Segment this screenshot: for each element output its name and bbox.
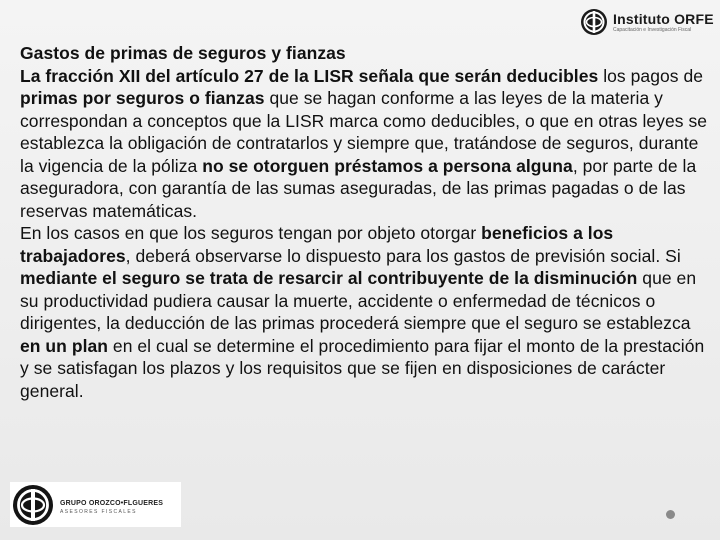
slide-body <box>20 42 708 402</box>
slide-title: Gastos de primas de seguros y fianzas <box>20 43 346 63</box>
instituto-orfe-logo <box>580 4 716 40</box>
company-subtitle: ASESORES FISCALES <box>60 509 137 515</box>
logo-name: Instituto ORFE <box>613 10 714 27</box>
grupo-orozco-logo <box>10 482 181 527</box>
logo-tagline: Capacitación e Investigación Fiscal <box>613 26 692 33</box>
grupo-orozco-emblem-icon <box>12 484 54 526</box>
paragraph-1: La fracción XII del artículo 27 de la LISR señala que serán deducibles los pagos de primas por seguros o fianzas que se hagan conforme a las leyes de la materia y correspondan a conceptos que la LISR marca como deducibles, o que en otras leyes se establezca la obligación de contratarlos y siempre que, tratándose de seguros, durante la vigencia de la póliza no se otorguen préstamos a persona alguna, por parte de la aseguradora, con garantía de las sumas aseguradas, de las primas pagadas o de las reservas matemáticas. <box>20 65 708 221</box>
orfe-emblem-icon <box>580 8 608 36</box>
paragraph-2: En los casos en que los seguros tengan por objeto otorgar beneficios a los trabajadores, deberá observarse lo dispuesto para los gastos de previsión social. Si mediante el seguro se trata de resarcir al contribuyente de la disminución que en su productividad pudiera causar la muerte, accidente o enfermedad de técnicos o dirigentes, la deducción de las primas procederá siempre que el seguro se establezca en un plan en el cual se determine el procedimiento para fijar el monto de la prestación y se satisfagan los plazos y los requisitos que se fijen en disposiciones de carácter general. <box>20 223 705 401</box>
company-name: GRUPO OROZCO•FLGUERES <box>60 500 164 507</box>
decorative-dot <box>666 510 675 519</box>
